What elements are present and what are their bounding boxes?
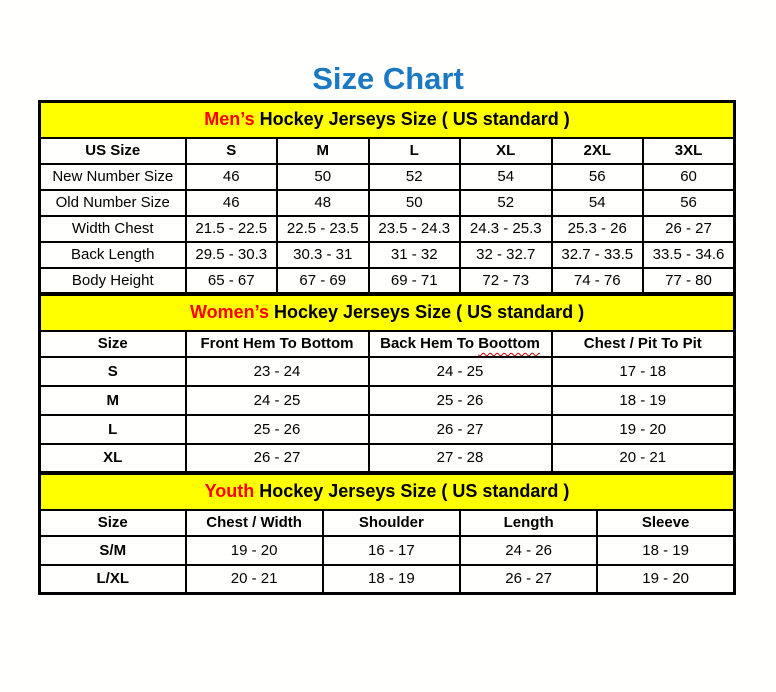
column-header: XL <box>460 138 552 164</box>
value-cell: 30.3 - 31 <box>277 242 369 268</box>
page-title: Size Chart <box>312 61 464 96</box>
value-cell: 50 <box>277 164 369 190</box>
table-row <box>40 415 735 444</box>
value-cell: 46 <box>186 164 278 190</box>
row-label: Old Number Size <box>40 190 186 216</box>
value-cell: 18 - 19 <box>552 386 735 415</box>
value-cell: 52 <box>369 164 461 190</box>
youth-size-table <box>38 472 736 595</box>
value-cell: 31 - 32 <box>369 242 461 268</box>
column-header: Chest / Pit To Pit <box>552 331 735 357</box>
column-header: M <box>277 138 369 164</box>
table-row <box>40 357 735 386</box>
column-header: Length <box>460 510 597 536</box>
row-label: M <box>40 386 186 415</box>
row-label: XL <box>40 444 186 473</box>
value-cell: 26 - 27 <box>643 216 735 242</box>
value-cell: 46 <box>186 190 278 216</box>
table-row <box>40 216 735 242</box>
value-cell: 21.5 - 22.5 <box>186 216 278 242</box>
value-cell: 29.5 - 30.3 <box>186 242 278 268</box>
value-cell: 22.5 - 23.5 <box>277 216 369 242</box>
row-label: Width Chest <box>40 216 186 242</box>
value-cell: 18 - 19 <box>323 565 460 594</box>
table-row <box>40 536 735 565</box>
value-cell: 18 - 19 <box>597 536 734 565</box>
value-cell: 65 - 67 <box>186 268 278 294</box>
mens-section-banner-row <box>40 102 735 138</box>
column-header: Chest / Width <box>186 510 323 536</box>
table-row <box>40 190 735 216</box>
column-header: S <box>186 138 278 164</box>
row-label: L/XL <box>40 565 186 594</box>
value-cell: 56 <box>643 190 735 216</box>
youth-header-row <box>40 510 735 536</box>
column-header: Shoulder <box>323 510 460 536</box>
value-cell: 54 <box>460 164 552 190</box>
value-cell: 24 - 25 <box>369 357 552 386</box>
womens-section-banner <box>40 295 735 331</box>
value-cell: 74 - 76 <box>552 268 644 294</box>
value-cell: 24.3 - 25.3 <box>460 216 552 242</box>
column-header: 3XL <box>643 138 735 164</box>
value-cell: 26 - 27 <box>369 415 552 444</box>
womens-header-row <box>40 331 735 357</box>
youth-banner-highlight: Youth <box>204 481 255 502</box>
value-cell: 67 - 69 <box>277 268 369 294</box>
row-label: S/M <box>40 536 186 565</box>
womens-size-table <box>38 293 736 474</box>
value-cell: 48 <box>277 190 369 216</box>
row-label: L <box>40 415 186 444</box>
value-cell: 69 - 71 <box>369 268 461 294</box>
row-label: Back Length <box>40 242 186 268</box>
column-header: Size <box>40 331 186 357</box>
value-cell: 23 - 24 <box>186 357 369 386</box>
mens-banner-rest: Hockey Jerseys Size ( US standard ) <box>254 109 570 130</box>
value-cell: 25.3 - 26 <box>552 216 644 242</box>
table-row <box>40 268 735 294</box>
value-cell: 32.7 - 33.5 <box>552 242 644 268</box>
table-row <box>40 242 735 268</box>
value-cell: 17 - 18 <box>552 357 735 386</box>
value-cell: 25 - 26 <box>186 415 369 444</box>
value-cell: 32 - 32.7 <box>460 242 552 268</box>
column-header: 2XL <box>552 138 644 164</box>
value-cell: 27 - 28 <box>369 444 552 473</box>
value-cell: 19 - 20 <box>186 536 323 565</box>
table-row <box>40 386 735 415</box>
column-header: L <box>369 138 461 164</box>
mens-section-banner <box>40 102 735 138</box>
table-row <box>40 565 735 594</box>
table-row <box>40 164 735 190</box>
mens-header-row <box>40 138 735 164</box>
value-cell: 77 - 80 <box>643 268 735 294</box>
value-cell: 26 - 27 <box>460 565 597 594</box>
column-header <box>369 331 552 357</box>
womens-banner-highlight: Women’s <box>189 302 269 323</box>
youth-banner-rest: Hockey Jerseys Size ( US standard ) <box>254 481 570 502</box>
value-cell: 33.5 - 34.6 <box>643 242 735 268</box>
value-cell: 24 - 25 <box>186 386 369 415</box>
value-cell: 26 - 27 <box>186 444 369 473</box>
value-cell: 52 <box>460 190 552 216</box>
value-cell: 16 - 17 <box>323 536 460 565</box>
value-cell: 23.5 - 24.3 <box>369 216 461 242</box>
value-cell: 72 - 73 <box>460 268 552 294</box>
mens-size-table <box>38 100 736 295</box>
value-cell: 25 - 26 <box>369 386 552 415</box>
column-header: Size <box>40 510 186 536</box>
column-header: Front Hem To Bottom <box>186 331 369 357</box>
youth-section-banner <box>40 474 735 510</box>
value-cell: 19 - 20 <box>552 415 735 444</box>
youth-section-banner-row <box>40 474 735 510</box>
value-cell: 20 - 21 <box>552 444 735 473</box>
value-cell: 60 <box>643 164 735 190</box>
value-cell: 56 <box>552 164 644 190</box>
value-cell: 19 - 20 <box>597 565 734 594</box>
column-header: Sleeve <box>597 510 734 536</box>
value-cell: 20 - 21 <box>186 565 323 594</box>
row-label: Body Height <box>40 268 186 294</box>
misspelled-word-squiggle: Boottom <box>478 335 540 352</box>
column-header: US Size <box>40 138 186 164</box>
row-label: New Number Size <box>40 164 186 190</box>
table-row <box>40 444 735 473</box>
womens-banner-rest: Hockey Jerseys Size ( US standard ) <box>268 302 585 323</box>
column-header-text: Back Hem To <box>380 335 479 352</box>
row-label: S <box>40 357 186 386</box>
value-cell: 24 - 26 <box>460 536 597 565</box>
value-cell: 54 <box>552 190 644 216</box>
value-cell: 50 <box>369 190 461 216</box>
womens-section-banner-row <box>40 295 735 331</box>
mens-banner-highlight: Men’s <box>204 109 255 130</box>
